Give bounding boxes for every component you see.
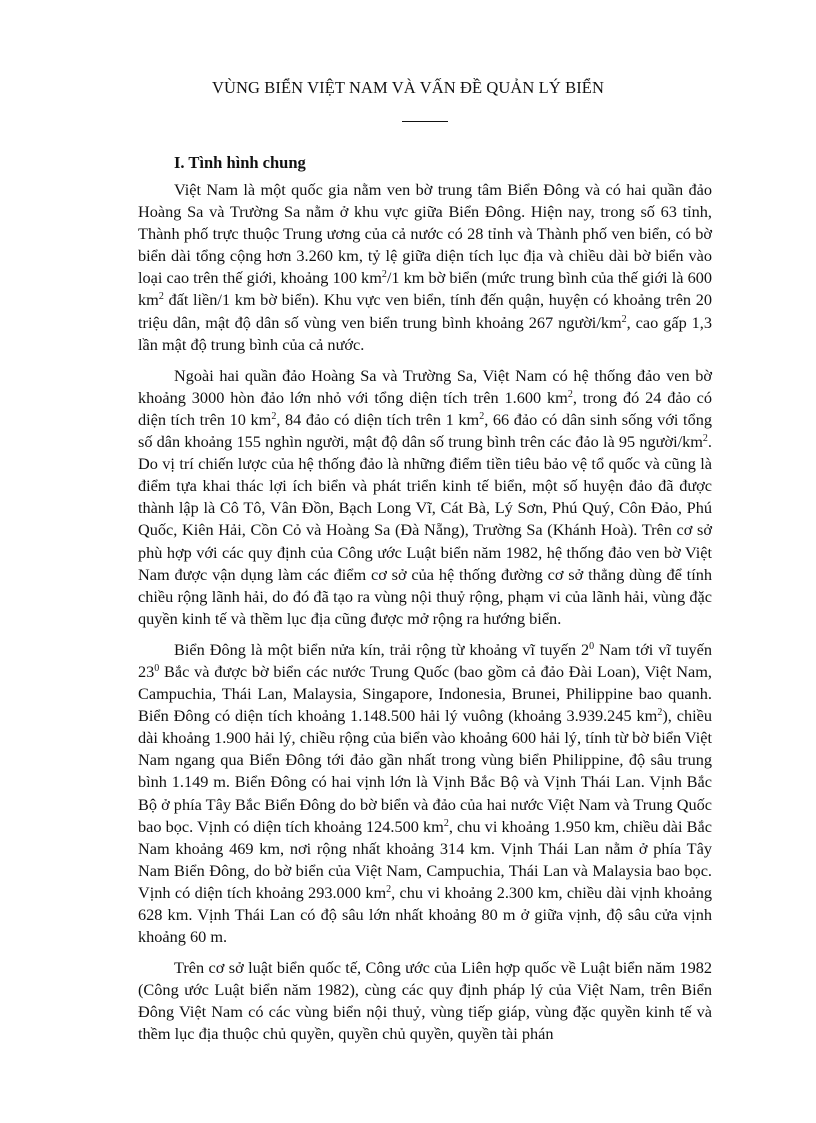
- paragraph-4: [138, 957, 712, 1045]
- paragraph-2-superscript-4: 2: [702, 433, 708, 445]
- paragraph-2-text-2: , trong đó 24 đảo có diện tích trên 10 km: [138, 387, 712, 429]
- paragraph-3-text-2: Nam tới vĩ tuyến 23: [138, 639, 712, 681]
- paragraph-1-text-3: đất liền/1 km bờ biển). Khu vực ven biển, tính đến quận, huyện có khoảng trên 20 triệu dân, mật độ dân số vùng ven biển trung bình khoảng 267 người/km: [138, 290, 712, 332]
- paragraph-2-text-1: Ngoài hai quần đảo Hoàng Sa và Trường Sa, Việt Nam có hệ thống đảo ven bờ khoảng 3000 hòn đảo lớn nhỏ với tổng diện tích trên 1.600 km: [138, 365, 712, 407]
- section-heading: I. Tình hình chung: [174, 153, 306, 172]
- paragraph-2-text-3: , 84 đảo có diện tích trên 1 km: [276, 409, 480, 429]
- paragraph-3-superscript-5: 2: [386, 883, 392, 895]
- paragraph-1-superscript-1: 2: [381, 269, 387, 281]
- document-body: [138, 152, 712, 1046]
- paragraph-1-superscript-2: 2: [158, 291, 164, 303]
- paragraph-4-text-1: Trên cơ sở luật biển quốc tế, Công ước của Liên hợp quốc về Luật biển năm 1982 (Công ước Luật biển năm 1982), cùng các quy định pháp lý của Việt Nam, trên Biển Đông Việt Nam có các vùng biển nội thuỷ, vùng tiếp giáp, vùng đặc quyền kinh tế và thềm lục địa thuộc chủ quyền, quyền chủ quyền, quyền tài phán: [138, 958, 712, 1044]
- paragraph-3-superscript-2: 0: [154, 662, 160, 674]
- paragraph-3: [138, 639, 712, 948]
- paragraph-2-text-4: , 66 đảo có dân sinh sống với tổng số dân khoảng 155 nghìn người, mật độ dân số trung bình trên các đảo là 95 người/km: [138, 409, 712, 452]
- paragraph-1-text-1: Việt Nam là một quốc gia nằm ven bờ trung tâm Biển Đông và có hai quần đảo Hoàng Sa và Trường Sa nằm ở khu vực giữa Biển Đông. Hiện nay, trong số 63 tỉnh, Thành phố trực thuộc Trung ương của cả nước có 28 tỉnh và Thành phố ven biển, có bờ biển dài tổng cộng hơn 3.260 km, tỷ lệ giữa diện tích lục địa và chiều dài bờ biển vào loại cao trên thế giới, khoảng 100 km: [138, 180, 712, 288]
- paragraph-2-text-5: . Do vị trí chiến lược của hệ thống đảo là những điểm tiền tiêu bảo vệ tổ quốc và cũng là điểm tựa khai thác lợi ích biển và phát triển kinh tế biển, một số huyện đảo đã được thành lập là Cô Tô, Vân Đồn, Bạch Long Vĩ, Cát Bà, Lý Sơn, Phú Quý, Côn Đảo, Phú Quốc, Kiên Hải, Cồn Cỏ và Hoàng Sa (Đà Nẵng), Trường Sa (Khánh Hoà). Trên cơ sở phù hợp với các quy định của Công ước Luật biển năm 1982, hệ thống đảo ven bờ Việt Nam được vận dụng làm các điểm cơ sở của hệ thống đường cơ sở thẳng dùng để tính chiều rộng lãnh hải, do đó đã tạo ra vùng nội thuỷ rộng, phạm vi của lãnh hải, vùng đặc quyền kinh tế và thềm lục địa cũng được mở rộng ra hướng biển.: [138, 432, 712, 628]
- paragraph-1-superscript-3: 2: [621, 313, 627, 325]
- paragraph-3-superscript-3: 2: [657, 707, 663, 719]
- paragraph-1-text-2: /1 km bờ biển (mức trung bình của thế giới là 600 km: [138, 268, 712, 310]
- paragraph-3-text-3: Bắc và được bờ biển các nước Trung Quốc (bao gồm cả đảo Đài Loan), Việt Nam, Campuchia, Thái Lan, Malaysia, Singapore, Indonesia, Brunei, Philippine bao quanh. Biển Đông có diện tích khoảng 1.148.500 hải lý vuông (khoảng 3.939.245 km: [138, 661, 712, 726]
- paragraph-3-text-6: , chu vi khoảng 2.300 km, chiều dài vịnh khoảng 628 km. Vịnh Thái Lan có độ sâu lớn nhất khoảng 80 m ở giữa vịnh, độ sâu cửa vịnh khoảng 60 m.: [138, 882, 712, 947]
- paragraph-3-text-5: , chu vi khoảng 1.950 km, chiều dài Bắc Nam khoảng 469 km, nơi rộng nhất khoảng 314 km. Vịnh Thái Lan nằm ở phía Tây Nam Biển Đông, do bờ biển của Việt Nam, Campuchia, Thái Lan và Malaysia bao bọc. Vịnh có diện tích khoảng 293.000 km: [138, 816, 712, 902]
- paragraph-2-superscript-3: 2: [479, 410, 485, 422]
- title-underline-rule: [402, 121, 448, 122]
- paragraph-2: [138, 365, 712, 630]
- paragraph-3-text-1: Biển Đông là một biển nửa kín, trải rộng từ khoảng vĩ tuyến 2: [174, 639, 590, 659]
- paragraph-1-text-4: , cao gấp 1,3 lần mật độ trung bình của cả nước.: [138, 312, 713, 354]
- paragraph-3-superscript-1: 0: [589, 640, 595, 652]
- document-title: VÙNG BIỂN VIỆT NAM VÀ VẤN ĐỀ QUẢN LÝ BIỂN: [212, 78, 604, 97]
- paragraph-1: [138, 179, 712, 356]
- paragraph-3-text-4: ), chiều dài khoảng 1.900 hải lý, chiều rộng của biển vào khoảng 600 hải lý, tính từ bờ biển Việt Nam ngang qua Biển Đông tới đảo gần nhất trong vùng biển Philippine, độ sâu trung bình 1.149 m. Biển Đông có hai vịnh lớn là Vịnh Bắc Bộ và Vịnh Thái Lan. Vịnh Bắc Bộ ở phía Tây Bắc Biển Đông do bờ biển và đảo của hai nước Việt Nam và Trung Quốc bao bọc. Vịnh có diện tích khoảng 124.500 km: [138, 706, 712, 836]
- paragraph-3-superscript-4: 2: [443, 817, 449, 829]
- paragraph-2-superscript-1: 2: [567, 388, 573, 400]
- paragraph-2-superscript-2: 2: [271, 410, 277, 422]
